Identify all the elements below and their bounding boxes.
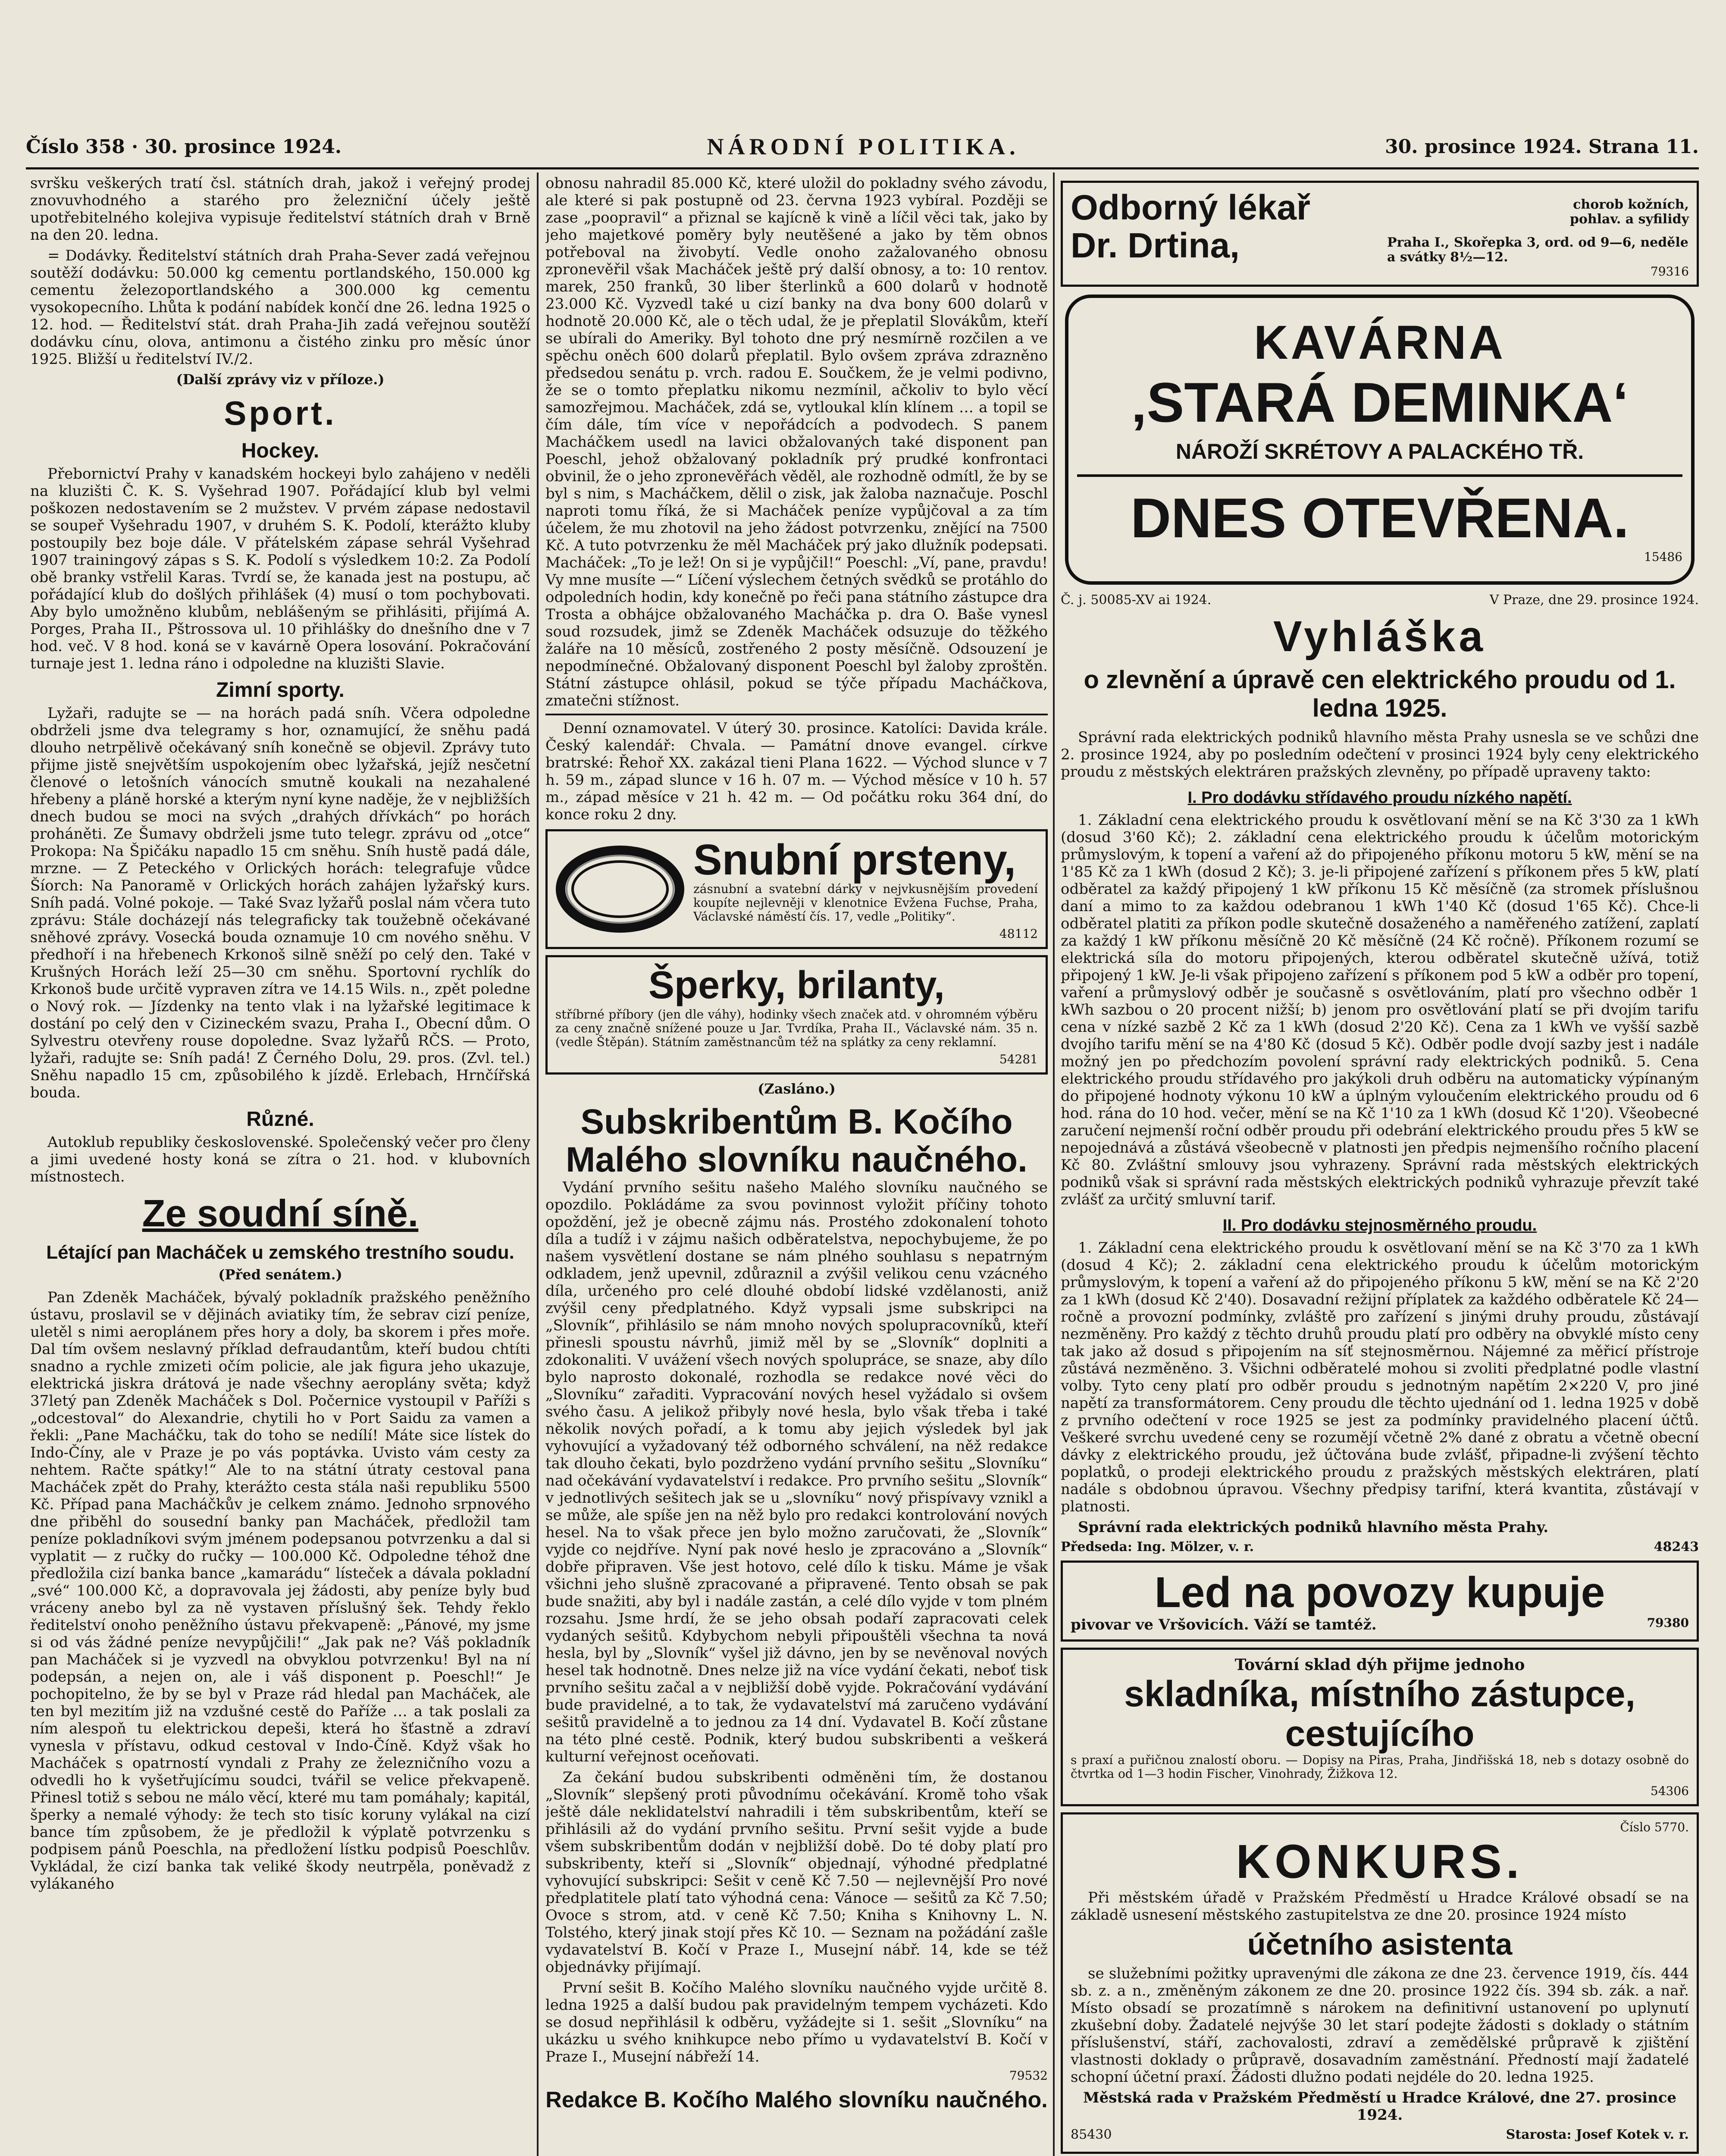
competition-ad-number: 85430 [1071, 2127, 1112, 2142]
ice-ad-number: 79380 [1647, 1616, 1689, 1630]
court-subheading: Létající pan Macháček u zemského trestního soudu. [46, 1242, 514, 1263]
masthead-title: NÁRODNÍ POLITIKA. [707, 134, 1020, 160]
competition-signature: Městská rada v Pražském Předměstí u Hradce Králové, dne 27. prosince 1924. [1083, 2089, 1677, 2124]
doctor-specialty-1: chorob kožních, [1573, 197, 1689, 212]
competition-intro: Při městském úřadě v Pražském Předměstí u Hradce Králové obsadí se na základě usnesení městského zastupitelstva ze dne 20. prosince 1924 místo [1071, 1889, 1689, 1924]
editorial-signature: Redakce B. Kočího Malého slovníku naučného. [545, 2087, 1048, 2112]
competition-ad [1061, 1812, 1699, 2154]
dc-section-heading: II. Pro dodávku stejnosměrného proudu. [1222, 1216, 1537, 1235]
column-1 [30, 175, 530, 2156]
divider [545, 714, 1048, 715]
wedding-rings-text: zásnubní a svatební dárky v nejvkusnějším provedení koupíte nejlevněji v klenotnice Evžena Fuchse, Praha, Václavské náměstí čís. 17, vedle „Politiky“. [693, 882, 1038, 924]
competition-mayor: Starosta: Josef Kotek v. r. [1506, 2127, 1689, 2142]
wedding-rings-title: Snubní prsteny, [693, 836, 1016, 884]
subscribers-heading: Subskribentům B. Kočího Malého slovníku naučného. [566, 1102, 1027, 1179]
cafe-ad [1065, 295, 1695, 585]
jewelry-title: Šperky, brilanty, [648, 964, 945, 1007]
warehouse-job-number: 54306 [1650, 1784, 1689, 1798]
sport-heading: Sport. [224, 394, 337, 432]
winter-sports-heading: Zimní sporty. [216, 679, 345, 702]
warehouse-job-ad [1061, 1648, 1699, 1806]
doctor-address: Praha I., Skořepka 3, ord. od 9—6, neděle a svátky 8½—12. [1387, 235, 1688, 265]
doctor-ad-number: 79316 [1650, 264, 1689, 279]
ring-illustration-icon [555, 840, 685, 939]
court-heading: Ze soudní síně. [142, 1192, 419, 1235]
rail-intro: svršku veškerých tratí čsl. státních drah, jakož i veřejný prodej znovuvhodného a starého pro železniční účely ještě upotřebitelného kolejiva vypisuje ředitelství státních drah v Brně na den 20. ledna. [30, 175, 530, 244]
jewelry-text: stříbrné příbory (jen dle váhy), hodinky všech značek atd. v ohromném výběru za ceny značně snížené pouze u Jar. Tvrdíka, Praha II., Václavské nám. 35 n. (vedle Štěpán). Státním zaměstnancům též na splátky za ceny reklamní. [555, 1007, 1038, 1049]
announcement-intro: Správní rada elektrických podniků hlavního města Prahy usnesla se ve schůzi dne 2. prosince 1924, aby po posledním odečtení v prosinci 1924 byly ceny elektrického proudu z městských elektráren pražských zlevněny, po případě upraveny takto: [1061, 729, 1699, 780]
reference-date: V Praze, dne 29. prosince 1924. [1489, 592, 1699, 608]
column-divider-2 [1053, 172, 1055, 2156]
competition-number: Číslo 5770. [1620, 1820, 1689, 1834]
competition-heading: KONKURS. [1236, 1835, 1524, 1888]
ice-ad-title: Led na povozy kupuje [1154, 1568, 1605, 1617]
dodavky-article: = Dodávky. Ředitelství státních drah Praha-Sever zadá veřejnou soutěží dodávku: 50.000 kg cementu portlandského, 150.000 kg cementu železoportlandského a 300.000 kg cementu vysokopecního. Lhůta k podání nabídek končí dne 26. ledna 1925 o 12. hod. — Ředitelství stát. drah Praha-Jih zadá veřejnou soutěží dodávku cínu, olova, antimonu a čistého zinku pro měsíc únor 1925. Bližší u ředitelství IV./2. [30, 247, 530, 368]
column-3 [1061, 175, 1699, 2156]
ice-ad-text: pivovar ve Vršovicích. Váží se tamtéž. [1071, 1616, 1377, 1633]
misc-heading: Různé. [246, 1108, 314, 1131]
winter-sports-article: Lyžaři, radujte se — na horách padá sníh. Včera odpoledne obdrželi jsme dva telegramy s hor, oznamující, že sněhu padá dlouho netrpělivě očekávaný sníh konečně se objevil. Zprávy tuto přijme jistě snejvětším uspokojením obec lyžařská, jejíž nesčetní členové o letošních vánocích smutně koukali na nezahalené hřebeny a pláně horské a kterým nyní kyne naděje, že v nejbližších dnech budou se moci na svých „drahých dřívkách“ po horách proháněti. Ze Šumavy obdrželi jsme tuto telegr. zprávu od „otce“ Prokopa: Na Špičáku napadlo 15 cm sněhu. Sníh hustě padá dále, mrzne. — Z Peteckého v Orlických horách: telegrafuje vůdce Šíorch: Na Panoramě v Orlických horách zahájen lyžařský kurs. Sníh padá. Volné pokoje. — Také Svaz lyžařů poslal nám včera tuto zprávu: Stále docházejí nás telegraficky tak toužebně očekávané sněhové zprávy. Vosecká bouda oznamuje 10 cm nového sněhu. V předhoří i na hřebenech Krkonoš silně sněží po celý den. Také v Krušných Horách leží 25—30 cm sněhu. Sportovní rychlík do Krkonoš bude určitě vypraven zítra ve 14.15 Wils. n., zpět poledne o Nový rok. — Jízdenky na tento vlak i na lyžařské legitimace k dostání po celý den v Cizineckém svazu, Praha I., Obecní dům. O Sylvestru otevřeny rouse dopoledne. Svaz lyžařů RČS. — Proto, lyžaři, radujte se: Sníh padá! Z Černého Dolu, 29. pros. (Zvl. tel.) Sněhu napadlo 15 cm, způsobilého k jízdě. Erlebach, Hrnčířská bouda. [30, 705, 530, 1101]
announcement-heading: Vyhláška [1273, 612, 1486, 661]
announcement-chair-line [1061, 1539, 1699, 1554]
subscribers-text: Vydání prvního sešitu našeho Malého slovníku naučného se opozdilo. Pokládáme za svou povinnost vyložit příčiny tohoto opoždění, jež je obecně zájmu nás. Prostého zdokonalení tohoto díla a tudíž i v zájmu našich odběratelstva, nepochybujeme, že po našem vysvětlení dostane se nám plného souhlasu s nepatrným odkladem, jenž upevnil, zdůraznil a zvýšil velikou cenu vzácného díla, určeného pro celé dlouhé období lidské vzdělanosti, aniž zvýšil ceny předplatného. Když vypsali jsme subskripci na „Slovník“, přihlásilo se nám mnoho nových spolupracovníků, kteří přinesli spoustu návrhů, jimiž měl by se „Slovník“ doplniti a zdokonaliti. V uvážení všech nových spolupráce, se snaze, aby dílo bylo naprosto dokonalé, rozhodla se redakce nové věci do „Slovníku“ zařaditi. Vypracování nových hesel vyžádalo si ovšem svého času. A jelikož přibyly nové hesla, bylo však třeba i také několik nových pořadí, a k tomu aby jejich výsledek byl jak vyhovující a vyžadovaný též odborného schválení, na něž redakce tak dlouho čekati, bylo pozdrženo vydání prvního sešitu „Slovníku“ nad očekávání vydavatelství i redakce. Pro prvního sešitu „Slovník“ v jednotlivých sešitech jak se u „slovníku“ nový přispívavy vznikl a se může, ale spíše jen na něž bylo pro redakci kontrolování nových hesel. Na to však přece jen bylo možno zaručovati, že „Slovník“ vyjde co nejdříve. Nyní pak nové heslo je zpracováno a „Slovník“ dobře připraven. Vše jest hotovo, celé dílo k tisku. Máme je však všichni jeho slušně zpracované a připravené. Tento obsah se pak bude snažiti, aby byl i nadále zastán, a celé dílo vyjde v tom plném rozsahu. Jsme hrdí, že se jeho obsah podaří zapracovati celek vydaných sešitů. Kdybychom nebyli připouštěli všechna ta nová hesla, byl by „Slovník“ vyšel již dávno, jen by se nevěnoval nových hesel tak hodnotně. Dnes nelze již na více vydání čekati, neboť tisk prvního sešitu začal a v nejbližší době vyjde. Pokračování vydávání bude pravidelné, a to tak, že vydavatelství má zaručeno vydávání sešitů pravidelně a to jednou za 14 dní. Vydavatel B. Kočí zůstane na této plné cestě. Podnik, který budou subskribenti a veškerá kulturní veřejnost oceňovati. [545, 1179, 1048, 1765]
warehouse-job-title: skladníka, místního zástupce, cestujícího [1124, 1673, 1635, 1754]
reference-line [1061, 592, 1699, 608]
doctor-ad-title: Odborný lékař [1071, 188, 1310, 227]
subscribers-text-2: Za čekání budou subskribenti odměněni tím, že dostanou „Slovník“ slepšený proti původnímu očekávání. Kromě toho však ještě dále neklidatelství nahradili i těm subskribentům, kteří se přihlásili až do vydání prvního sešitu. První sešit vyjde a bude všem subskribentům dodán v nejbližší době. Do té doby platí pro subskribenty, kteří si „Slovník“ objednají, výhodné předplatné vyhovující subskripci: Sešit v ceně Kč 7.50 — nejlevnější Pro nové předplatitele platí tato výhodná cena: Vánoce — sešitů za Kč 7.50; Ovoce s strom, atd. v ceně Kč 7.50; Kniha s Knihovny L. N. Tolstého, který jinak stojí přes Kč 10. — Seznam na požádání zašle vydavatelství B. Kočí v Praze I., Musejní nábř. 14, kde se též objednávky přijímají. [545, 1769, 1048, 1976]
competition-footer [1071, 2127, 1689, 2142]
cafe-opening: DNES OTEVŘENA. [1077, 474, 1682, 550]
dc-section-text: 1. Základní cena elektrického proudu k osvětlovaní mění se na Kč 3'70 za 1 kWh (dosud 4 Kč); 2. základní cena elektrického proudu k účelům motorickým průmyslovým, k topení a vaření až do připojeného příkonu 5 kW, mění se na Kč 2'20 za 1 kWh (dosud Kč 2'40). Dosavadní režijní příplatek za každého odběratele Kč 24— ročně a provozní podmínky, zvláště pro zařízení s jinými druhy proudu, zůstávají nezměněny. Pro každý z těchto druhů proudu platí pro odběry na obvyklé místo ceny tak jako až dosud s připojením na síť stejnosměrnou. Nájemné za měřicí přístroje zůstává nezměněno. 3. Všichni odběratelé mohou si zvoliti předplatné podle vlastní volby. Tyto ceny platí pro odběr proudu s jednotným napětím 2×220 V, pro jiné napětí za transformátorem. Ceny proudu dle těchto ujednání od 1. ledna 1925 v době z prvního odečtení v roce 1925 se jest za podmínky pravidelného placení účtů. Veškeré svrchu uvedené ceny se rozumějí včetně 2% dané z obratu a včetně obecní dávky z elektrického proudu, jež účtována bude zvlášť, připadne-li zvýšení těchto poplatků, o prodeji elektrického proudu z pražských městských elektráren, platí nadále s obdobnou úpravou. Všechny předpisy tarifní, která kvantita, zůstávají v platnosti. [1061, 1239, 1699, 1515]
warehouse-job-text: s praxí a puřičnou znalostí oboru. — Dopisy na Piras, Praha, Jindřišská 18, neb s dotazy osobně do čtvrtka od 1—3 hodin Fischer, Vinohrady, Žižkova 12. [1071, 1753, 1689, 1781]
zaslano-note: (Zasláno.) [758, 1081, 836, 1097]
announcement-signature: Správní rada elektrických podniků hlavního města Prahy. [1078, 1519, 1549, 1536]
jewelry-ad-number: 54281 [999, 1052, 1038, 1066]
announcement-ad-number: 48243 [1654, 1539, 1699, 1554]
wedding-rings-ad [545, 829, 1048, 949]
court-article: Pan Zdeněk Macháček, bývalý pokladník pražského peněžního ústavu, proslavil se v dějinách aviatiky tím, že sebrav cizí peníze, uletěl s nimi aeroplánem přes hory a doly, ba skorem i přes moře. Dal tím ovšem neslavný příklad defraudantům, kteří budou chtíti snadno a rychle zmizeti očím policie, ale jak figura jeho ukazuje, elektrická jiskra drátová je nade všechny aeroplány světa; když 37letý pan Zdeněk Macháček s Dol. Počernice vystoupil v Paříži s „odcestoval“ do Alexandrie, chytili ho v Port Saidu za vamen a řekli: „Pane Macháčku, tak do toho se nedílí! Máte sice lístek do Indo-Číny, ale v Praze je po vás poptávka. Uvisto vám cesty za nehtem. Račte spátky!“ Ale to na státní útraty cestoval pana Macháček zpět do Prahy, kterážto cesta stála naši republiku 5500 Kč. Případ pana Macháčkův je celkem známo. Jednoho srpnového dne přiběhl do sousední banky pan Macháček, předložil tam peníze pokladníkovi svým jménem podepsanou potvrzenku a dal si vyplatit — z ručky do ručky — 100.000 Kč. Odpoledne téhož dne předložila cizí banka bance „kamarádu“ lísteček a dávala pokladní „své“ 100.000 Kč, a dopravovala jej žádosti, aby peníze byly bud vráceny anebo byl za ně vystaven příslušný šek. Tehdy řeklo ředitelství onoho peněžního ústavu překvapeně: „Pánové, my jsme si od vás žádné peníze nevypůjčili!“ „Jak pak ne? Váš pokladník pan Macháček si je vyzvedl na obvyklou potvrzenku! Byl na ní podepsán, a nejen on, ale i váš disponent p. Poeschl!“ Je pochopitelno, že by se byl v Praze rád hledal pan Macháček, ale ten byl mezitím již na vzdušné cestě do Paříže … a tak poslali za ním alespoň tu elektrickou depeši, která ho šťastně a zdraví vynesla v přístavu, odkud cestoval v Indo-Číně. Když však ho Macháček s opatrností vyndali z Prahy ze železničního vozu a odvedli ho k vyšetřujícímu soudci, tvářil se velice překvapeně. Přinesl totiž s sebou ne málo věcí, které mu tam pomáhaly; kapitál, šperky a nemalé výhody: že tech sto tisíc koruny vylákal na cizí bance tím způsobem, že je předložil k výplatě potvrzenku s podpisem pánů Poeschla, na předložení lístku podpisů Poeschlův. Vykládal, že cizí banka tak veliké škody neutrpěla, poněvadž z vylákaného [30, 1289, 530, 1893]
subscribers-ad-number: 79532 [1009, 2068, 1048, 2083]
doctor-ad [1061, 181, 1699, 287]
subscribers-text-3: První sešit B. Kočího Malého slovníku naučného vyjde určitě 8. ledna 1925 a další budou pak pravidelným tempem vycházeti. Kdo se dosud nepřihlásil k odběru, vyžádejte si 1. sešit „Slovníku“ na ukázku u svého knihkupce nebo přímo u vydavatelství B. Kočí v Praze I., Musejní nábřeží 14. [545, 1979, 1048, 2065]
doctor-specialty-2: pohlav. a syfilidy [1569, 212, 1689, 227]
hockey-heading: Hockey. [241, 439, 320, 462]
competition-position: účetního asistenta [1247, 1927, 1513, 1961]
header-issue: Číslo 358 · 30. prosince 1924. [26, 135, 342, 158]
doctor-name: Dr. Drtina, [1071, 226, 1240, 265]
ice-ad [1061, 1561, 1699, 1642]
court-article-continued: obnosu nahradil 85.000 Kč, které uložil do pokladny svého závodu, ale které si pak postupně od 23. června 1923 vybíral. Později se zase „poopravil“ a přiznal se kajícně k vině a líčil věci tak, jako by jeho majetkové poměry byly neutěšené a jako by těm obnos potřeboval na živobytí. Vedle onoho zažalovaného obnosu zpronevěřil však Macháček ještě prý další obnosy, a to: 10 rentov. marek, 250 franků, 30 liber šterlinků a 600 dolarů v hodnotě 23.000 Kč. Vyzvedl také u cizí banky na dva bony 600 dolarů v hodnotě 20.000 Kč, ale o těch udal, že je přeplatil Slovákům, kteří se ubírali do Ameriky. Byl tohoto dne prý nesmírně rozčilen a ve spěchu oněch 600 dolarů přeplatil. Bylo ovšem zpráva zdrazněno předsedou senátu p. vrch. radou E. Součkem, že je velmi podivno, že se o tomto přeplatku nikomu nezmínil, ačkoliv to bylo věcí samozřejmou. Macháček, zdá se, vytloukal klín klínem … a topil se čím dále, tím více v nepořádcích a podvodech. S panem Macháčkem usedl na lavici obžalovaných také disponent pan Poeschl, jehož obžalovaný pokladník prý prudké konfrontaci obvinil, že o jeho zpronevěřách věděl, ale rozhodně odmítl, že by se byl s nim, s Macháčkem, dělil o zisk, jak žaloba naznačuje. Poschl naproti tomu říká, že si Macháček peníze vypůjčoval a za tím účelem, že mu zhotovil na jeho žádost potvrzenku, znějící na 7500 Kč. A tuto potvrzenku že měl Macháček prý jako dlužník podepsati. Macháček: „To je lež! On si je vypůjčil!“ Poeschl: „Ví, pane, pravdu! Vy mne musíte —“ Líčení výslechem četných svědků se protáhlo do odpoledních hodin, kdy konečně po řeči pana státního zástupce dra Trosta a obhájce obžalovaného Macháčka p. dra O. Baše vynesl soud rozsudek, jimž se Zdeněk Macháček odsuzuje do těžkého žaláře na 10 měsíců, zostřeného 2 posty měsíčně. Odsouzení je nepodmínečné. Obžalovaný disponent Poeschl byl žaloby zproštěn. Státní zástupce ohlásil, pokud se týče případu Macháčkova, zmatečni stížnost. [545, 175, 1048, 709]
announcement-chair: Předseda: Ing. Mölzer, v. r. [1061, 1539, 1254, 1554]
jewelry-ad [545, 955, 1048, 1075]
ac-section-text: 1. Základní cena elektrického proudu k osvětlovaní mění se na Kč 3'30 za 1 kWh (dosud 3'60 Kč); 2. základní cena elektrického proudu k účelům motorickým průmyslovým, k topení a vaření až do připojeného příkonu motoru 5 kW, mění se na 1'85 Kč za 1 kWh (dosud 2 Kč); 3. je-li připojené zařízení s příkonem přes 5 kW, platí odběratel za každý připojený 1 kW příkonu 15 Kč měsíčně (za stromek příslušnou daní a mimo to za každou odebranou 1 kWh 1'40 Kč (dosud 1'65 Kč). Chce-li odběratel platiti za příkon podle skutečně dosaženého a naměřeného zatížení, zaplatí za každý 1 kW příkonu měsíčně 20 Kč měsíčně (24 Kč ročně). Příkonem rozumí se elektrická síla do motoru připojených, kterou odběratel skutečně užívá, totiž připojený 1 kW. Je-li však připojeno zařízení s příkonem pod 5 kW a odběr pro topení, vaření a průmyslový odběr je současně s osvětlováním, platí pro všechno odběr 1 kWh sazbou o 20 procent nižší; b) jenom pro osvětlování platí se při dvojím tarifu cena v nízké sazbě 2 Kč za 1 kWh (dosud 2'20 Kč). Cena za 1 kWh ve vyšší sazbě dvojího tarifu mění se na 4'80 Kč (dosud 5 Kč). Odběr podle dvojí sazby jest i nadále možný jen po předchozím povolení správní rady elektrických podniků. 5. Cena elektrického proudu střídavého pro jakýkoli druh odběru na automaticky výpínaným do připojené hodnoty výkonu 10 kW a úplným vyloučením elektrického proudu od 6 hod. rána do 10 hod. večer, mění se na Kč 1'10 za 1 kWh (dosud Kč 1'20). Všeobecné zaručení nejmenší roční odběr proudu při odebrání elektrického proudu přes 5 kW se nepojednává a zůstává všeobecně v platnosti jen předpis nejmenšího ročního placení Kč 80. Zvláštní smlouvy jsou vyhrazeny. Správní rada městských elektrických podniků však si správní rada městských elektrických podniků vyhrazuje převzít také zvlášť za určitý smluvní tarif. [1061, 812, 1699, 1208]
column-2 [545, 175, 1048, 2156]
column-divider-1 [537, 172, 539, 2156]
cafe-label: KAVÁRNA [1254, 316, 1506, 369]
cafe-name: ‚STARÁ DEMINKA‘ [1131, 371, 1629, 434]
cafe-location: NÁROŽÍ SKRÉTOVY A PALACKÉHO TŘ. [1175, 439, 1584, 464]
autoklub-article: Autoklub republiky československé. Společenský večer pro členy a jimi uvedené hosty koná se zítra o 21. hod. v klubovních místnostech. [30, 1134, 530, 1185]
before-senate-note: (Před senátem.) [218, 1266, 342, 1283]
more-news-note: (Další zprávy viz v příloze.) [176, 371, 385, 388]
announcement-subheading: o zlevnění a úpravě cen elektrického proudu od 1. ledna 1925. [1084, 666, 1676, 722]
cafe-ad-number: 15486 [1644, 550, 1682, 564]
hockey-article: Přebornictví Prahy v kanadském hockeyi bylo zahájeno v neděli na kluzišti Č. K. S. Vyšehrad 1907. Pořádající klub byl velmi poškozen nedostavením se 2 mužstev. V prvém zápase nedostavil se soupeř Vyšehradu 1907, v druhém S. K. Podolí, kterážto kluby postoupily bez boje dále. V přátelském zápase sehrál Vyšehrad 1907 trainingový zápas s S. K. Podolí s výsledkem 10:2. Za Podolí obě branky vstřelil Karas. Tvrdí se, že kanada jest na postupu, ač pořádající klub do došlých přihlášek (4) musí o tom pochybovati. Aby bylo umožněno klubům, neblášeným se přihlásiti, přijímá A. Porges, Praha II., Pštrossova ul. 10 přihlášky do dnešního dne v 7 hod. več. V 8 hod. koná se v kavárně Opera losování. Pokračování turnaje jest 1. ledna ráno i odpoledne na kluzišti Slavie. [30, 465, 530, 672]
wedding-rings-ad-number: 48112 [999, 927, 1038, 941]
page-header [26, 129, 1699, 164]
reference-number: Č. j. 50085-XV ai 1924. [1061, 592, 1212, 608]
header-rule [26, 167, 1699, 169]
header-date-page: 30. prosince 1924. Strana 11. [1385, 135, 1699, 158]
competition-text: se služebními požitky upravenými dle zákona ze dne 23. července 1919, čís. 444 sb. z. a n., změněným zákonem ze dne 20. prosince 1922 čís. 394 sb. zák. a nař. Místo obsadí se prozatímně s nárokem na definitivní ustanovení po uplynutí zkušební doby. Žadatelé nejvýše 30 let starí podejte žádosti s doklady o státním příslušenství, stáří, zachovalosti, zdraví a zemědělské průpravě k zjištění vlastnosti doklady o průpravě, dosavadním zaměstnání. Předností mají žadatelé schopní účetní praxí. Žádosti dlužno podati nejdéle do 20. ledna 1925. [1071, 1965, 1689, 2086]
ac-section-heading: I. Pro dodávku střídavého proudu nízkého napětí. [1187, 789, 1572, 807]
warehouse-job-intro: Tovární sklad dýh přijme jednoho [1234, 1656, 1525, 1674]
daily-calendar: Denní oznamovatel. V úterý 30. prosince. Katolíci: Davida krále. Český kalendář: Chvala. — Památní dnove evangel. církve bratrské: Řehoř XX. zakázal tieni Plana 1622. — Východ slunce v 7 h. 59 m., západ slunce v 16 h. 07 m. — Východ měsíce v 10 h. 57 m., západ měsíce v 21 h. 42 m. — Od počátku roku 364 dní, do konce roku 2 dny. [545, 720, 1048, 823]
